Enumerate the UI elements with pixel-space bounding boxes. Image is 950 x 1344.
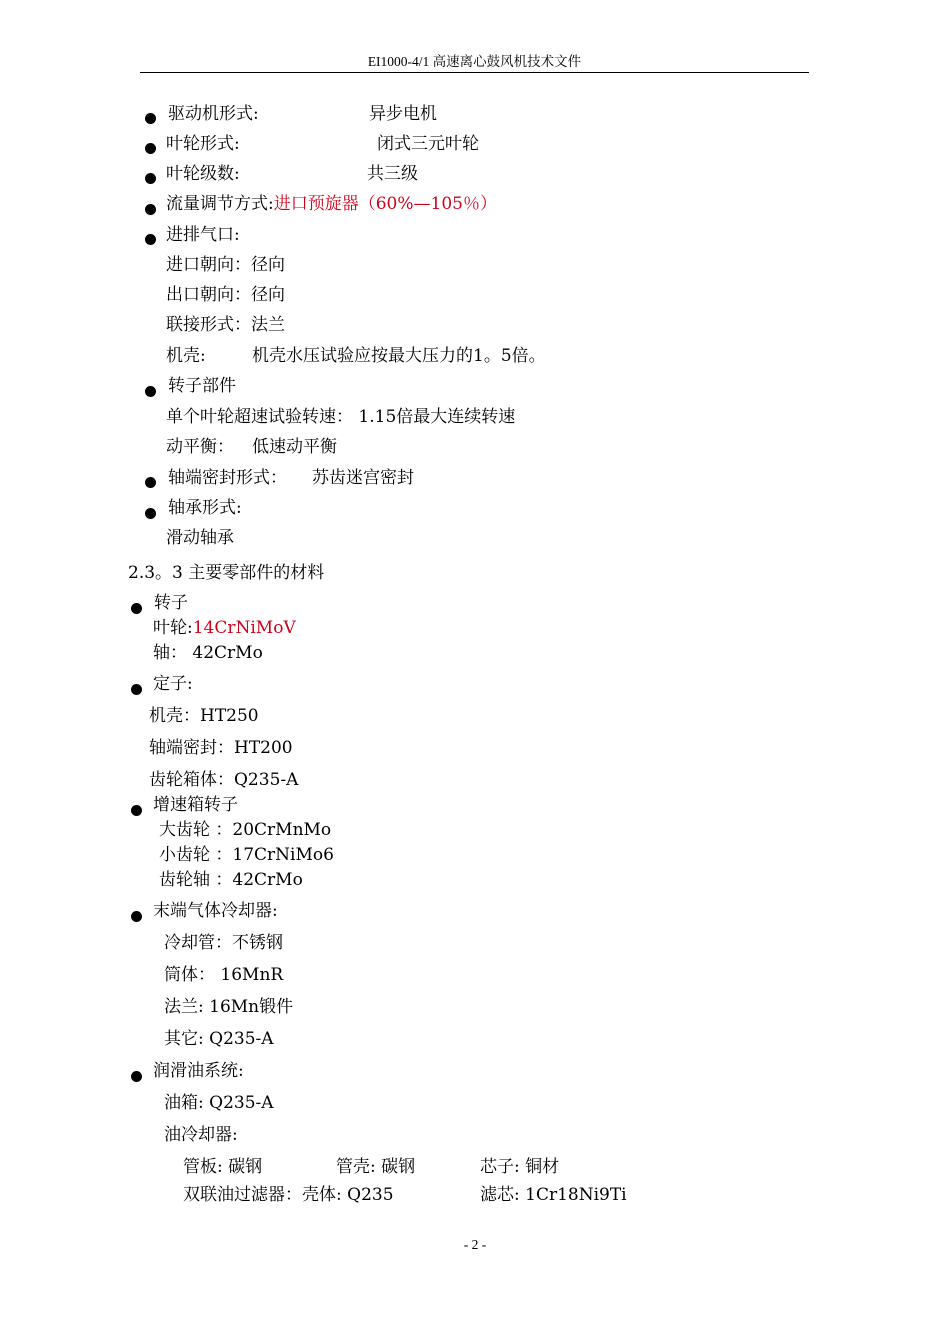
shell-material: 筒体： 16MnR xyxy=(164,965,284,985)
header-title: EI1000-4/1 高速离心鼓风机技术文件 xyxy=(367,54,582,69)
balance-value: 低速动平衡 xyxy=(252,437,337,457)
ports-label: 进排气口: xyxy=(166,225,240,245)
drive-type-value: 异步电机 xyxy=(369,104,437,124)
bullet-icon xyxy=(131,684,142,695)
impeller-material xyxy=(153,617,296,639)
bullet-icon xyxy=(145,477,156,488)
flow-control-label: 流量调节方式: xyxy=(166,194,274,214)
impeller-material-value: 14CrNiMoV xyxy=(192,618,296,638)
lube-title: 润滑油系统: xyxy=(153,1061,244,1081)
cooler-title: 末端气体冷却器: xyxy=(153,901,278,921)
page-number: - 2 - xyxy=(463,1237,487,1252)
bullet-icon xyxy=(131,911,142,922)
shaft-seal-material: 轴端密封：HT200 xyxy=(149,738,293,758)
bullet-icon xyxy=(131,1071,142,1082)
cooling-tube-material: 冷却管：不锈钢 xyxy=(164,933,283,953)
tube-shell-material: 管壳: 碳钢 xyxy=(336,1157,416,1177)
shaft-material: 轴： 42CrMo xyxy=(153,643,263,663)
shaft-seal-value: 苏齿迷宫密封 xyxy=(312,468,414,488)
rotor-title: 转子 xyxy=(154,593,188,613)
flow-control-line xyxy=(166,193,497,215)
bearing-value: 滑动轴承 xyxy=(166,528,234,548)
bearing-label: 轴承形式: xyxy=(168,498,242,518)
bullet-icon xyxy=(145,386,156,397)
bullet-icon xyxy=(145,204,156,215)
page-header xyxy=(140,54,809,73)
tube-plate-material: 管板: 碳钢 xyxy=(183,1157,263,1177)
stator-title: 定子: xyxy=(153,674,193,694)
impeller-type-label: 叶轮形式: xyxy=(166,134,240,154)
balance-label: 动平衡： xyxy=(166,437,234,457)
drive-type-label: 驱动机形式: xyxy=(168,104,259,124)
bullet-icon xyxy=(131,805,142,816)
oil-cooler-label: 油冷却器: xyxy=(164,1125,238,1145)
other-material: 其它: Q235-A xyxy=(164,1029,274,1049)
bullet-icon xyxy=(145,234,156,245)
bullet-icon xyxy=(131,603,142,614)
section-title: 2.3。3 主要零部件的材料 xyxy=(128,563,325,583)
bullet-icon xyxy=(145,143,156,154)
shaft-seal-label: 轴端密封形式： xyxy=(168,468,287,488)
casing-label: 机壳: xyxy=(166,346,206,366)
connection-type: 联接形式：法兰 xyxy=(166,315,285,335)
casing-material: 机壳：HT250 xyxy=(149,706,259,726)
bullet-icon xyxy=(145,173,156,184)
overspeed-test: 单个叶轮超速试验转速： 1.15倍最大连续转速 xyxy=(166,407,516,427)
gear-rotor-title: 增速箱转子 xyxy=(153,795,238,815)
bullet-icon xyxy=(145,508,156,519)
impeller-material-label: 叶轮: xyxy=(153,618,193,638)
flange-material: 法兰: 16Mn锻件 xyxy=(164,997,294,1017)
impeller-stages-value: 共三级 xyxy=(367,164,418,184)
impeller-type-value: 闭式三元叶轮 xyxy=(377,134,479,154)
flow-control-value: 进口预旋器（60%—105％） xyxy=(273,194,497,214)
impeller-stages-label: 叶轮级数: xyxy=(166,164,240,184)
oil-tank-material: 油箱: Q235-A xyxy=(164,1093,274,1113)
small-gear-material: 小齿轮 ：17CrNiMo6 xyxy=(159,845,334,865)
filter-core-material: 滤芯: 1Cr18Ni9Ti xyxy=(480,1185,627,1205)
outlet-direction: 出口朝向：径向 xyxy=(166,285,285,305)
big-gear-material: 大齿轮 ：20CrMnMo xyxy=(159,820,332,840)
rotor-parts-label: 转子部件 xyxy=(168,376,236,396)
gear-shaft-material: 齿轮轴 ：42CrMo xyxy=(159,870,303,890)
core-material: 芯子: 铜材 xyxy=(480,1157,560,1177)
duplex-filter-material: 双联油过滤器：壳体: Q235 xyxy=(183,1185,394,1205)
bullet-icon xyxy=(145,113,156,124)
inlet-direction: 进口朝向：径向 xyxy=(166,255,285,275)
casing-value: 机壳水压试验应按最大压力的1。5倍。 xyxy=(252,346,546,366)
gearbox-material: 齿轮箱体：Q235-A xyxy=(149,770,299,790)
